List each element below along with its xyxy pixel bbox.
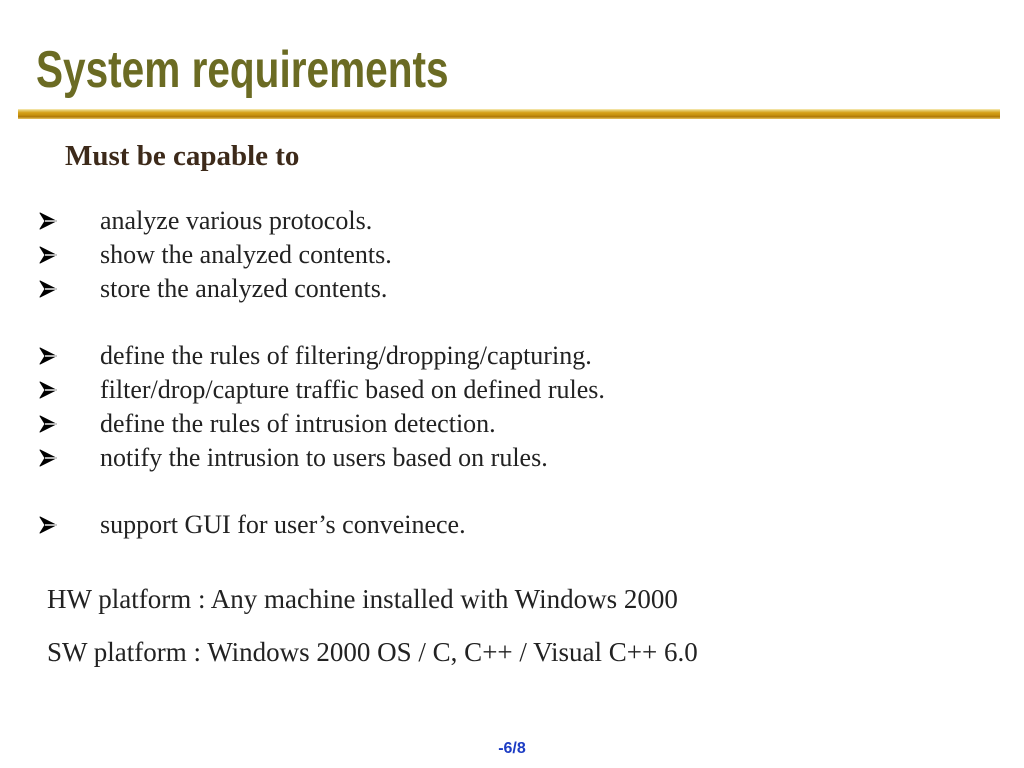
- title-divider: [18, 109, 1000, 119]
- arrow-bullet-icon: [37, 407, 59, 441]
- slide-title: System requirements: [36, 41, 449, 99]
- arrow-bullet-icon: [37, 508, 59, 542]
- arrow-bullet-icon: [37, 339, 59, 373]
- list-item-text: show the analyzed contents.: [100, 240, 392, 269]
- arrow-bullet-icon: [37, 373, 59, 407]
- arrow-bullet-icon: [37, 441, 59, 475]
- list-item-text: filter/drop/capture traffic based on defined rules.: [100, 375, 605, 404]
- list-item-text: analyze various protocols.: [100, 206, 373, 235]
- arrow-bullet-icon: [37, 204, 59, 238]
- list-item-text: notify the intrusion to users based on rules.: [100, 443, 548, 472]
- sw-platform-text: SW platform : Windows 2000 OS / C, C++ / Visual C++ 6.0: [47, 637, 698, 667]
- list-item-text: support GUI for user’s conveinece.: [100, 510, 466, 539]
- list-item-text: define the rules of filtering/dropping/capturing.: [100, 341, 592, 370]
- hw-platform-text: HW platform : Any machine installed with Windows 2000: [47, 584, 678, 614]
- list-item-text: define the rules of intrusion detection.: [100, 409, 496, 438]
- arrow-bullet-icon: [37, 272, 59, 306]
- page-number: -6/8: [498, 740, 526, 757]
- slide-subtitle: Must be capable to: [65, 140, 300, 172]
- list-item-text: store the analyzed contents.: [100, 274, 388, 303]
- arrow-bullet-icon: [37, 238, 59, 272]
